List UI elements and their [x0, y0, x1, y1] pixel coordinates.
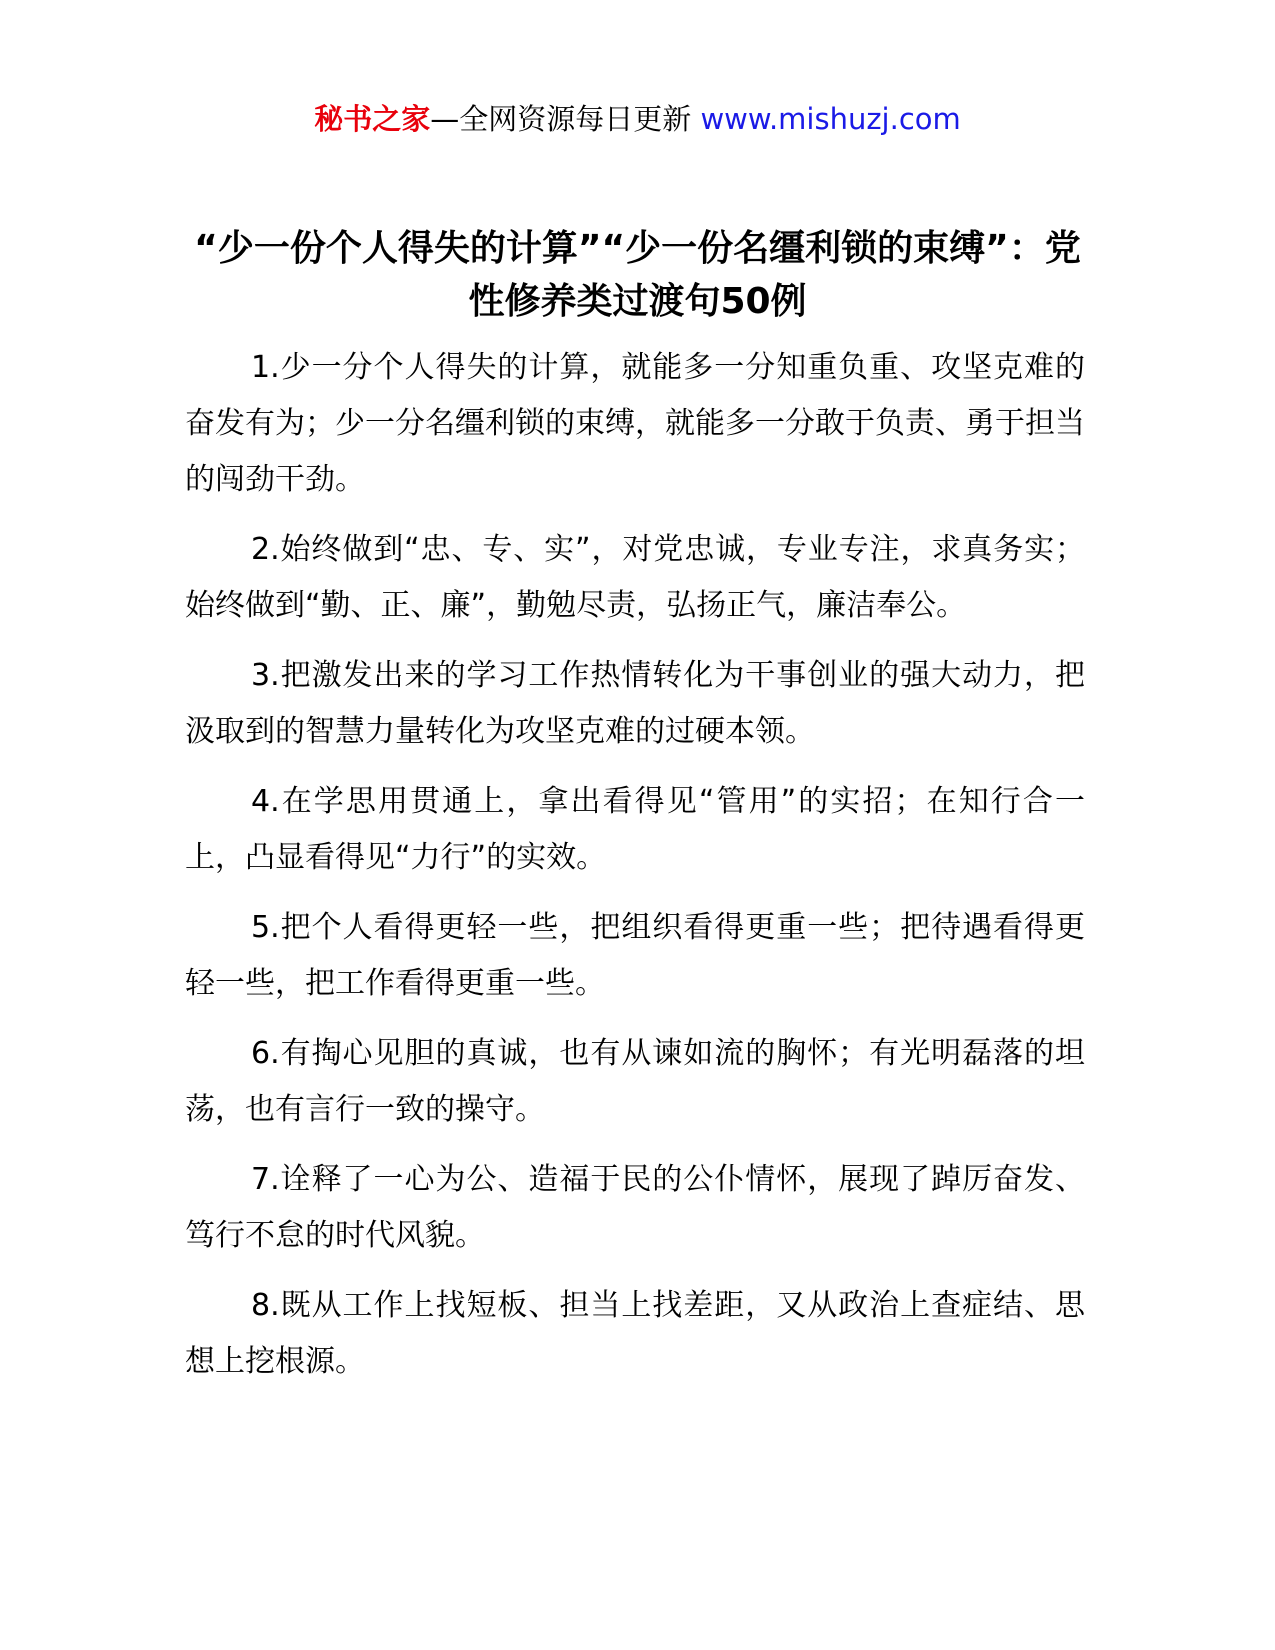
sentence-list	[185, 340, 1085, 1404]
list-item: 1.少一分个人得失的计算，就能多一分知重负重、攻坚克难的奋发有为；少一分名缰利锁的束缚，就能多一分敢于负责、勇于担当的闯劲干劲。	[185, 350, 1085, 497]
list-item: 8.既从工作上找短板、担当上找差距，又从政治上查症结、思想上挖根源。	[185, 1288, 1085, 1379]
list-item: 3.把激发出来的学习工作热情转化为干事创业的强大动力，把汲取到的智慧力量转化为攻坚克难的过硬本领。	[185, 658, 1085, 749]
list-item: 2.始终做到“忠、专、实”，对党忠诚，专业专注，求真务实；始终做到“勤、正、廉”，勤勉尽责，弘扬正气，廉洁奉公。	[185, 532, 1085, 623]
header-tagline: —全网资源每日更新	[430, 102, 692, 136]
site-url-link[interactable]: www.mishuzj.com	[700, 102, 961, 136]
list-item: 4.在学思用贯通上，拿出看得见“管用”的实招；在知行合一上，凸显看得见“力行”的实效。	[185, 784, 1085, 875]
page-header	[0, 100, 1275, 138]
document-title: “少一份个人得失的计算”“少一份名缰利锁的束缚”：党性修养类过渡句50例	[194, 228, 1081, 322]
list-item: 7.诠释了一心为公、造福于民的公仆情怀，展现了踔厉奋发、笃行不怠的时代风貌。	[185, 1162, 1085, 1253]
brand-name: 秘书之家	[314, 102, 431, 136]
list-item: 5.把个人看得更轻一些，把组织看得更重一些；把待遇看得更轻一些，把工作看得更重一些。	[185, 910, 1085, 1001]
list-item: 6.有掏心见胆的真诚，也有从谏如流的胸怀；有光明磊落的坦荡，也有言行一致的操守。	[185, 1036, 1085, 1127]
